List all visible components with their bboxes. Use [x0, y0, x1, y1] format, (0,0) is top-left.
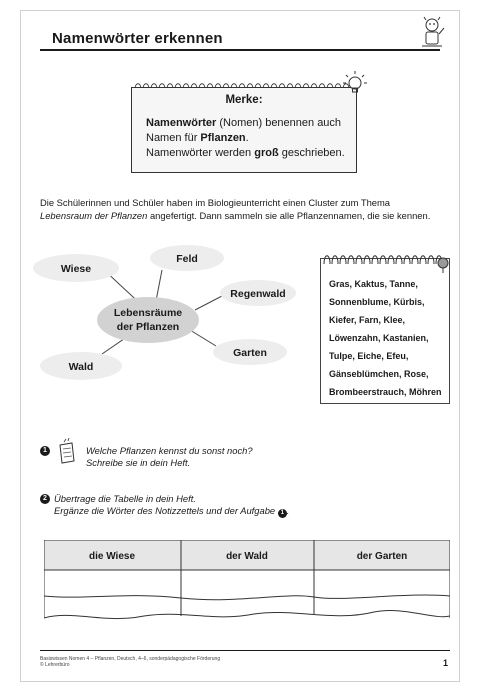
task-1-text: Welche Pflanzen kennst du sonst noch? Schreibe sie in dein Heft. [86, 445, 253, 468]
table-torn-bottom [44, 610, 450, 618]
plant-table [44, 540, 450, 628]
notepad-line: Brombeerstrauch, Möhren [329, 387, 442, 397]
task-number-2: 2 [40, 494, 50, 504]
cluster-diagram [30, 240, 310, 390]
lightbulb-icon [340, 68, 370, 98]
node-label-wald: Wald [68, 361, 94, 373]
merke-text: Namenwörter (Nomen) benennen auch Namen für Pflanzen. Namenwörter werden groß geschrieben. [146, 117, 345, 159]
writing-icon [54, 437, 78, 465]
task-2-text: Übertrage die Tabelle in dein Heft. Ergänze die Wörter des Notizzettels und der Aufgabe 1 . [54, 493, 290, 516]
footer-credit: Basiswissen Nomen 4 – Pflanzen, Deutsch, 4–6, sonderpädagogische Förderung © Lehrerbüro [40, 656, 221, 668]
notepad [320, 258, 450, 404]
page-title: Namenwörter erkennen [52, 30, 223, 47]
center-label-line2: der Pflanzen [116, 321, 180, 333]
notepad-text [329, 275, 442, 401]
merke-term: Namenwörter [146, 117, 217, 129]
center-label-line1: Lebensräume [113, 307, 183, 319]
notepad-line: Gänseblümchen, Rose, [329, 369, 429, 379]
mascot-icon [418, 16, 446, 50]
connector-regenwald [195, 296, 222, 310]
task-reference-1: 1 [278, 509, 287, 518]
notepad-line: Kiefer, Farn, Klee, [329, 315, 406, 325]
connector-garten [190, 330, 216, 346]
table-header-wald: der Wald [226, 551, 268, 562]
notepad-spiral [320, 250, 450, 266]
node-center [97, 297, 199, 343]
footer-rule [40, 650, 450, 651]
page-number: 1 [443, 658, 449, 668]
merke-title: Merke: [225, 94, 263, 106]
task-number-1: 1 [40, 446, 50, 456]
intro-text: Die Schülerinnen und Schüler haben im Biologieunterricht einen Cluster zum Thema Lebensraum der Pflanzen angefertigt. Dann sammeln sie alle Pflanzennamen, die sie kennen. [40, 197, 431, 221]
merke-box [131, 87, 357, 173]
table-torn-edge [44, 595, 450, 600]
node-label-feld: Feld [176, 253, 198, 265]
table-header-garten: der Garten [356, 551, 408, 562]
node-label-regenwald: Regenwald [230, 288, 286, 300]
table-header-wiese: die Wiese [88, 551, 136, 562]
notepad-line: Löwenzahn, Kastanien, [329, 333, 429, 343]
pin-icon [434, 256, 452, 274]
notepad-line: Sonnenblume, Kürbis, [329, 297, 425, 307]
notepad-line: Gras, Kaktus, Tanne, [329, 279, 418, 289]
notepad-line: Tulpe, Eiche, Efeu, [329, 351, 409, 361]
node-label-garten: Garten [233, 347, 267, 359]
title-rule [40, 49, 440, 51]
node-label-wiese: Wiese [60, 263, 92, 275]
